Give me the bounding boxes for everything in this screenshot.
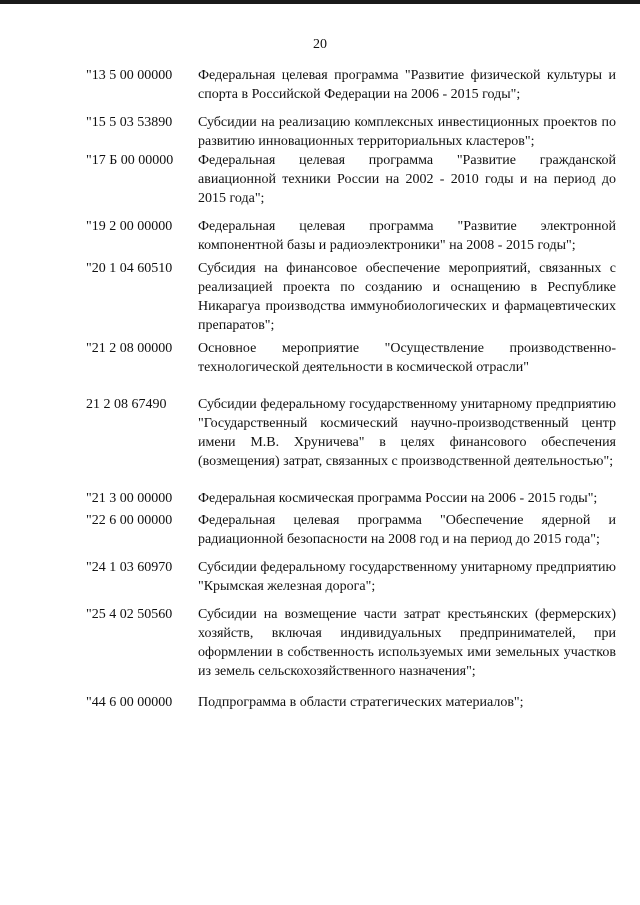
entry-code: "22 6 00 00000 bbox=[86, 513, 173, 528]
entry-description: Федеральная целевая программа "Развитие физической культуры и спорта в Российской Федерации на 2006 - 2015 годы"; bbox=[198, 68, 616, 102]
entry-code: "13 5 00 00000 bbox=[86, 68, 173, 83]
entry-description: Федеральная целевая программа "Развитие гражданской авиационной техники России на 2002 - 2010 годы и на период до 2015 года"; bbox=[198, 153, 616, 206]
list-item bbox=[86, 151, 616, 208]
entry-description: Субсидии на возмещение части затрат крестьянских (фермерских) хозяйств, включая индивидуальных предпринимателей, при оформлении в собственность используемых ими земельных участков из земель сельскохозяйственного назначения"; bbox=[198, 607, 616, 679]
list-item bbox=[86, 605, 616, 681]
list-item bbox=[86, 489, 616, 508]
list-item bbox=[86, 395, 616, 471]
entry-code: "25 4 02 50560 bbox=[86, 607, 173, 622]
top-border-line bbox=[0, 0, 640, 4]
entry-code: "20 1 04 60510 bbox=[86, 261, 173, 276]
list-item bbox=[86, 217, 616, 255]
entry-description: Субсидии федеральному государственному унитарному предприятию "Крымская железная дорога"; bbox=[198, 560, 616, 594]
list-item bbox=[86, 66, 616, 104]
entry-code: "21 2 08 00000 bbox=[86, 341, 173, 356]
list-item bbox=[86, 113, 616, 151]
entry-description: Подпрограмма в области стратегических материалов"; bbox=[198, 695, 524, 710]
list-item bbox=[86, 511, 616, 549]
list-item bbox=[86, 259, 616, 335]
entry-code: "24 1 03 60970 bbox=[86, 560, 173, 575]
entry-description: Субсидии федеральному государственному унитарному предприятию "Государственный космический научно-производственный центр имени М.В. Хруничева" в целях финансового обеспечения (возмещения) затрат, связанных с производственной деятельностью"; bbox=[198, 397, 616, 469]
budget-code-list bbox=[86, 66, 616, 712]
entry-description: Субсидии на реализацию комплексных инвестиционных проектов по развитию инновационных территориальных кластеров"; bbox=[198, 115, 616, 149]
list-item bbox=[86, 693, 616, 712]
entry-code: 21 2 08 67490 bbox=[86, 397, 167, 412]
entry-description: Федеральная целевая программа "Обеспечение ядерной и радиационной безопасности на 2008 год и на период до 2015 года"; bbox=[198, 513, 616, 547]
list-item bbox=[86, 558, 616, 596]
entry-code: "19 2 00 00000 bbox=[86, 219, 173, 234]
entry-code: "44 6 00 00000 bbox=[86, 695, 173, 710]
list-item bbox=[86, 339, 616, 377]
entry-code: "17 Б 00 00000 bbox=[86, 153, 174, 168]
entry-description: Федеральная космическая программа России на 2006 - 2015 годы"; bbox=[198, 491, 598, 506]
page-number: 20 bbox=[313, 37, 327, 52]
entry-code: "15 5 03 53890 bbox=[86, 115, 173, 130]
entry-code: "21 3 00 00000 bbox=[86, 491, 173, 506]
entry-description: Основное мероприятие "Осуществление производственно-технологической деятельности в космической отрасли" bbox=[198, 341, 616, 375]
entry-description: Федеральная целевая программа "Развитие электронной компонентной базы и радиоэлектроники" на 2008 - 2015 годы"; bbox=[198, 219, 616, 253]
entry-description: Субсидия на финансовое обеспечение мероприятий, связанных с реализацией проекта по созданию и оснащению в Республике Никарагуа производства иммунобиологических и фармацевтических препаратов"; bbox=[198, 261, 616, 333]
